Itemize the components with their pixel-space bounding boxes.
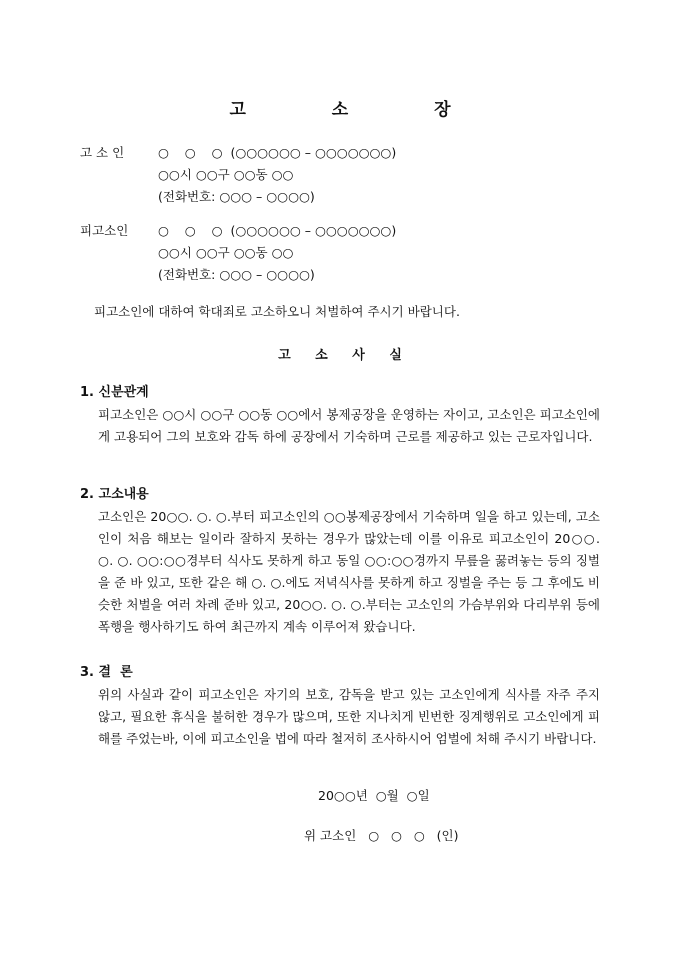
section-conclusion	[80, 662, 600, 750]
section-body: 위의 사실과 같이 피고소인은 자기의 보호, 감독을 받고 있는 고소인에게 식사를 자주 주지 않고, 필요한 휴식을 불허한 경우가 많으며, 또한 지나치게 빈번한 징계행위로 고소인에게 피해를 주었는바, 이에 피고소인을 법에 따라 철저히 조사하시어 엄벌에 처해 주시기 바랍니다.	[98, 687, 600, 746]
section-body: 고소인은 20○○. ○. ○.부터 피고소인의 ○○봉제공장에서 기숙하며 일을 하고 있는데, 고소인이 처음 해보는 일이라 잘하지 못하는 경우가 많았는데 이를 이유로 피고소인이 20○○. ○. ○. ○○:○○경부터 식사도 못하게 하고 동일 ○○:○○경까지 무릎을 꿇려놓는 등의 징벌을 준 바 있고, 또한 같은 해 ○. ○.에도 저녁식사를 못하게 하고 징벌을 주는 등 그 후에도 비슷한 처벌을 여러 차례 준바 있고, 20○○. ○. ○.부터는 고소인의 가슴부위와 다리부위 등에 폭행을 행사하기도 하여 최근까지 계속 이루어져 왔습니다.	[98, 509, 600, 634]
section-heading: 2. 고소내용	[80, 487, 149, 502]
section-heading: 3. 결 론	[80, 665, 133, 680]
complainant-address: ○○시 ○○구 ○○동 ○○	[158, 167, 294, 182]
section-body: 피고소인은 ○○시 ○○구 ○○동 ○○에서 봉제공장을 운영하는 자이고, 고소인은 피고소인에게 고용되어 그의 보호와 감독 하에 공장에서 기숙하며 근로를 제공하고 있는 근로자입니다.	[98, 407, 600, 444]
defendant-address: ○○시 ○○구 ○○동 ○○	[158, 245, 294, 260]
defendant-name-line: ○ ○ ○ (○○○○○○ – ○○○○○○○)	[158, 223, 397, 238]
request-sentence: 피고소인에 대하여 학대죄로 고소하오니 처벌하여 주시기 바랍니다.	[94, 304, 460, 319]
section-complaint-content	[80, 484, 600, 638]
document-date: 20○○년 ○월 ○일	[318, 788, 430, 803]
complainant-label: 고 소 인	[80, 145, 125, 160]
section-relationship	[80, 382, 600, 448]
complainant-name-line: ○ ○ ○ (○○○○○○ – ○○○○○○○)	[158, 145, 397, 160]
document-title: 고 소 장	[229, 100, 491, 120]
section-heading: 1. 신분관계	[80, 385, 149, 400]
facts-title: 고 소 사 실	[278, 348, 412, 363]
defendant-label: 피고소인	[80, 223, 129, 238]
defendant-phone: (전화번호: ○○○ – ○○○○)	[158, 267, 315, 282]
signature-line: 위 고소인 ○ ○ ○ (인)	[304, 828, 459, 843]
complainant-phone: (전화번호: ○○○ – ○○○○)	[158, 189, 315, 204]
